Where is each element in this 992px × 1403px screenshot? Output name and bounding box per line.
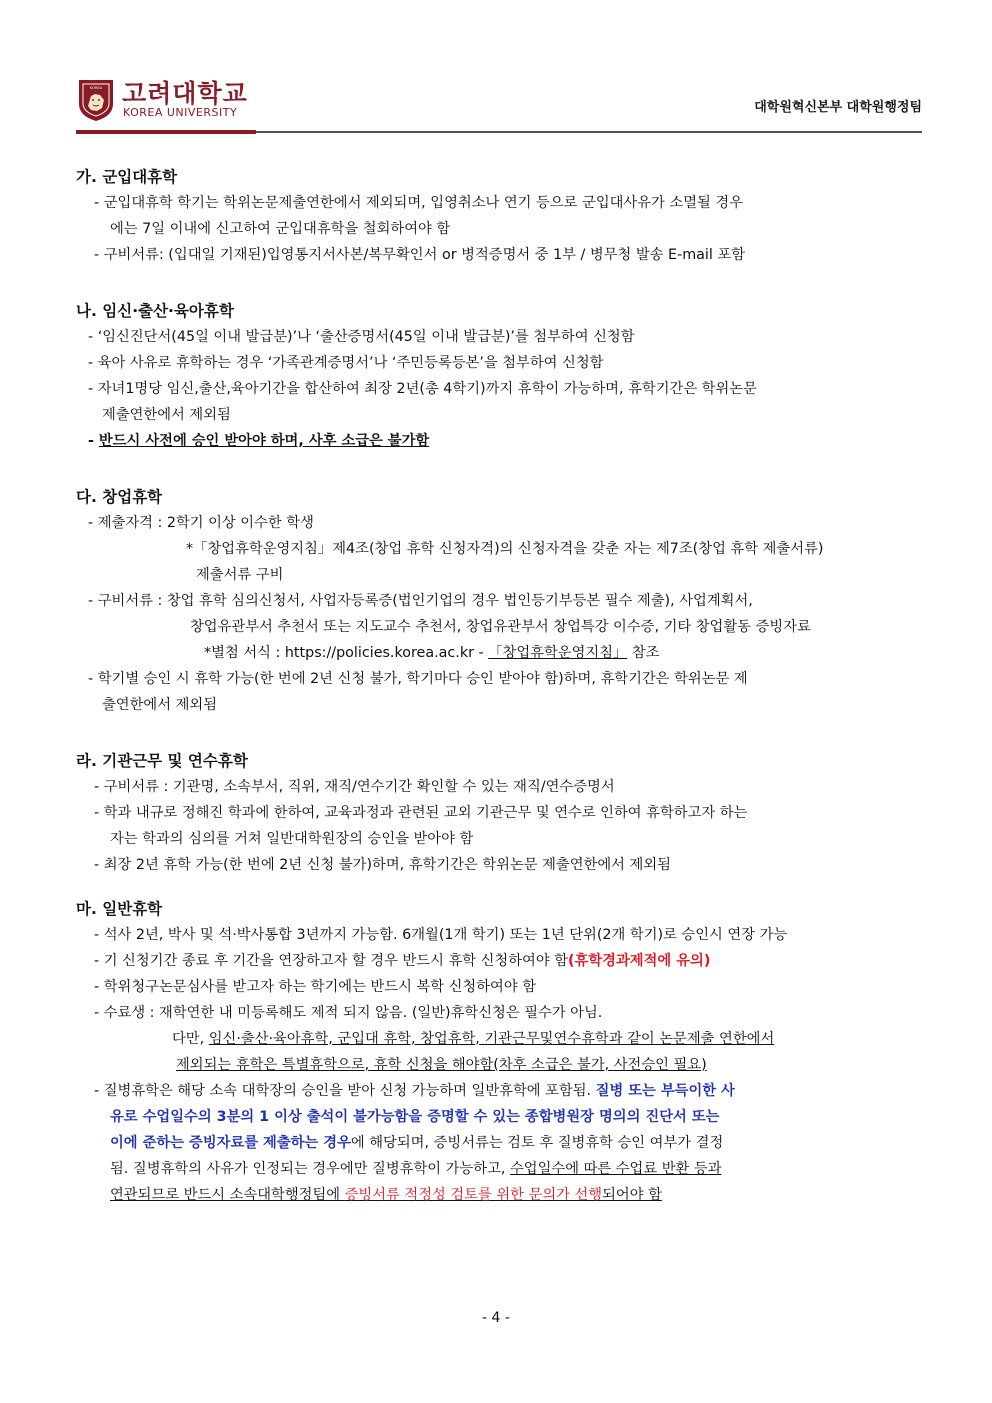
list-item-continued	[76, 1156, 924, 1182]
section-title: 라. 기관근무 및 연수휴학	[76, 752, 248, 770]
attachment-suffix: 참조	[627, 645, 660, 661]
warning-text: (휴학경과제적에 유의)	[568, 953, 711, 969]
underlined-text: 되어야 함	[602, 1187, 662, 1203]
list-text: - 기 신청기간 종료 후 기간을 연장하고자 할 경우 반드시 휴학 신청하여야 함	[94, 953, 569, 969]
section-general-leave	[76, 896, 924, 1208]
emphasis-text: 이에 준하는 증빙자료를 제출하는 경우	[110, 1135, 351, 1151]
underlined-text: 연관되므로 반드시 소속대학행정팀에	[110, 1187, 345, 1203]
list-text: 됨. 질병휴학의 사유가 인정되는 경우에만 질병휴학이 가능하고,	[110, 1161, 510, 1177]
logo-english-name: KOREA UNIVERSITY	[123, 106, 238, 119]
section-title: 마. 일반휴학	[76, 900, 163, 918]
section-title: 다. 창업휴학	[76, 488, 163, 506]
list-item: - 학위청구논문심사를 받고자 하는 학기에는 반드시 복학 신청하여야 함	[94, 979, 537, 995]
list-item: - 구비서류: (입대일 기재된)입영통지서사본/복무확인서 or 병적증명서 중 1부 / 병무청 발송 E-mail 포함	[94, 247, 746, 263]
section-title: 나. 임신·출산·육아휴학	[76, 302, 234, 320]
list-item-note: *「창업휴학운영지침」제4조(창업 휴학 신청자격)의 신청자격을 갖춘 자는 제7조(창업 휴학 제출서류)	[186, 541, 824, 557]
list-text: 에 해당되며, 증빙서류는 검토 후 질병휴학 승인 여부가 결정	[350, 1135, 724, 1151]
emphasis-text: 반드시 사전에 승인 받아야 하며, 사후 소급은 불가함	[98, 433, 430, 449]
list-item-continued	[76, 1182, 924, 1208]
header-rule-red	[76, 130, 256, 134]
university-seal-icon	[76, 78, 116, 122]
section-institution-leave	[76, 748, 924, 878]
list-item-emphasis	[76, 428, 924, 454]
department-name: 대학원혁신본부 대학원행정팀	[754, 100, 922, 115]
guideline-link[interactable]: 「창업휴학운영지침」	[488, 645, 628, 661]
list-text: - 질병휴학은 해당 소속 대학장의 승인을 받아 신청 가능하며 일반휴학에 포함됨.	[94, 1083, 596, 1099]
list-item: - 제출자격 : 2학기 이상 이수한 학생	[88, 515, 314, 531]
header-rule-gray	[256, 131, 922, 133]
page-header	[76, 76, 922, 136]
list-item	[76, 948, 924, 974]
section-military-leave	[76, 164, 924, 268]
list-item	[76, 1078, 924, 1104]
attachment-label: *별첨 서식 : https://policies.korea.ac.kr -	[204, 645, 489, 661]
list-item-continued: 유로 수업일수의 3분의 1 이상 출석이 불가능함을 증명할 수 있는 종합병원장 명의의 진단서 또는	[110, 1109, 720, 1125]
list-item: - 구비서류 : 기관명, 소속부서, 직위, 재직/연수기간 확인할 수 있는 재직/연수증명서	[94, 779, 615, 795]
logo-korean-name: 고려대학교	[122, 79, 248, 108]
spacer	[76, 718, 924, 748]
document-body	[76, 164, 924, 1208]
list-item-attachment	[76, 640, 924, 666]
spacer	[76, 268, 924, 298]
list-item: - 학과 내규로 정해진 학과에 한하여, 교육과정과 관련된 교외 기관근무 및 연수로 인하여 휴학하고자 하는	[94, 805, 748, 821]
list-item-continued	[76, 1130, 924, 1156]
note-prefix: 다만,	[172, 1031, 209, 1047]
list-item: - 석사 2년, 박사 및 석·박사통합 3년까지 가능함. 6개월(1개 학기) 또는 1년 단위(2개 학기)로 승인시 연장 가능	[94, 927, 788, 943]
section-title: 가. 군입대휴학	[76, 168, 178, 186]
emphasis-text: 질병 또는 부득이한 사	[595, 1083, 735, 1099]
spacer	[76, 454, 924, 484]
list-item-note-continued: 제외되는 휴학은 특별휴학으로, 휴학 신청을 해야함(차후 소급은 불가, 사전승인 필요)	[176, 1057, 707, 1073]
list-item-continued: 제출연한에서 제외됨	[102, 407, 231, 423]
list-item: - 구비서류 : 창업 휴학 심의신청서, 사업자등록증(법인기업의 경우 법인등기부등본 필수 제출), 사업계획서,	[88, 593, 753, 609]
note-underlined: 임신·출산·육아휴학, 군입대 휴학, 창업휴학, 기관근무및연수휴학과 같이 논문제출 연한에서	[208, 1031, 775, 1047]
list-dash: -	[88, 433, 99, 449]
svg-text:KOREA: KOREA	[89, 86, 103, 90]
list-item-note	[76, 1026, 924, 1052]
list-item: - 최장 2년 휴학 가능(한 번에 2년 신청 불가)하며, 휴학기간은 학위논문 제출연한에서 제외됨	[94, 857, 671, 873]
list-item: - ‘임신진단서(45일 이내 발급분)’나 ‘출산증명서(45일 이내 발급분)’를 첨부하여 신청함	[88, 329, 635, 345]
list-item: - 수료생 : 재학연한 내 미등록해도 제적 되지 않음. (일반)휴학신청은 필수가 아님.	[94, 1005, 603, 1021]
list-item: - 학기별 승인 시 휴학 가능(한 번에 2년 신청 불가, 학기마다 승인 받아야 함)하며, 휴학기간은 학위논문 제	[88, 671, 748, 687]
list-item: - 군입대휴학 학기는 학위논문제출연한에서 제외되며, 입영취소나 연기 등으로 군입대사유가 소멸될 경우	[94, 195, 744, 211]
list-item-continued: 자는 학과의 심의를 거쳐 일반대학원장의 승인을 받아야 함	[110, 831, 474, 847]
list-item: - 자녀1명당 임신,출산,육아기간을 합산하여 최장 2년(총 4학기)까지 휴학이 가능하며, 휴학기간은 학위논문	[88, 381, 757, 397]
underlined-text: 수업일수에 따른 수업료 반환 등과	[509, 1161, 722, 1177]
list-item: - 육아 사유로 휴학하는 경우 ‘가족관계증명서’나 ‘주민등록등본’을 첨부하여 신청함	[88, 355, 604, 371]
list-item-continued: 에는 7일 이내에 신고하여 군입대휴학을 철회하여야 함	[110, 221, 451, 237]
spacer	[76, 878, 924, 896]
list-item-continued: 출연한에서 제외됨	[102, 697, 218, 713]
warning-text: 증빙서류 적정성 검토를 위한 문의가 선행	[344, 1187, 603, 1203]
section-parental-leave	[76, 298, 924, 454]
page-number: - 4 -	[482, 1310, 510, 1326]
section-startup-leave	[76, 484, 924, 718]
list-item-continued: 창업유관부서 추천서 또는 지도교수 추천서, 창업유관부서 창업특강 이수증, 기타 창업활동 증빙자료	[190, 619, 811, 635]
list-item-note-continued: 제출서류 구비	[196, 567, 284, 583]
university-logo	[76, 76, 256, 124]
